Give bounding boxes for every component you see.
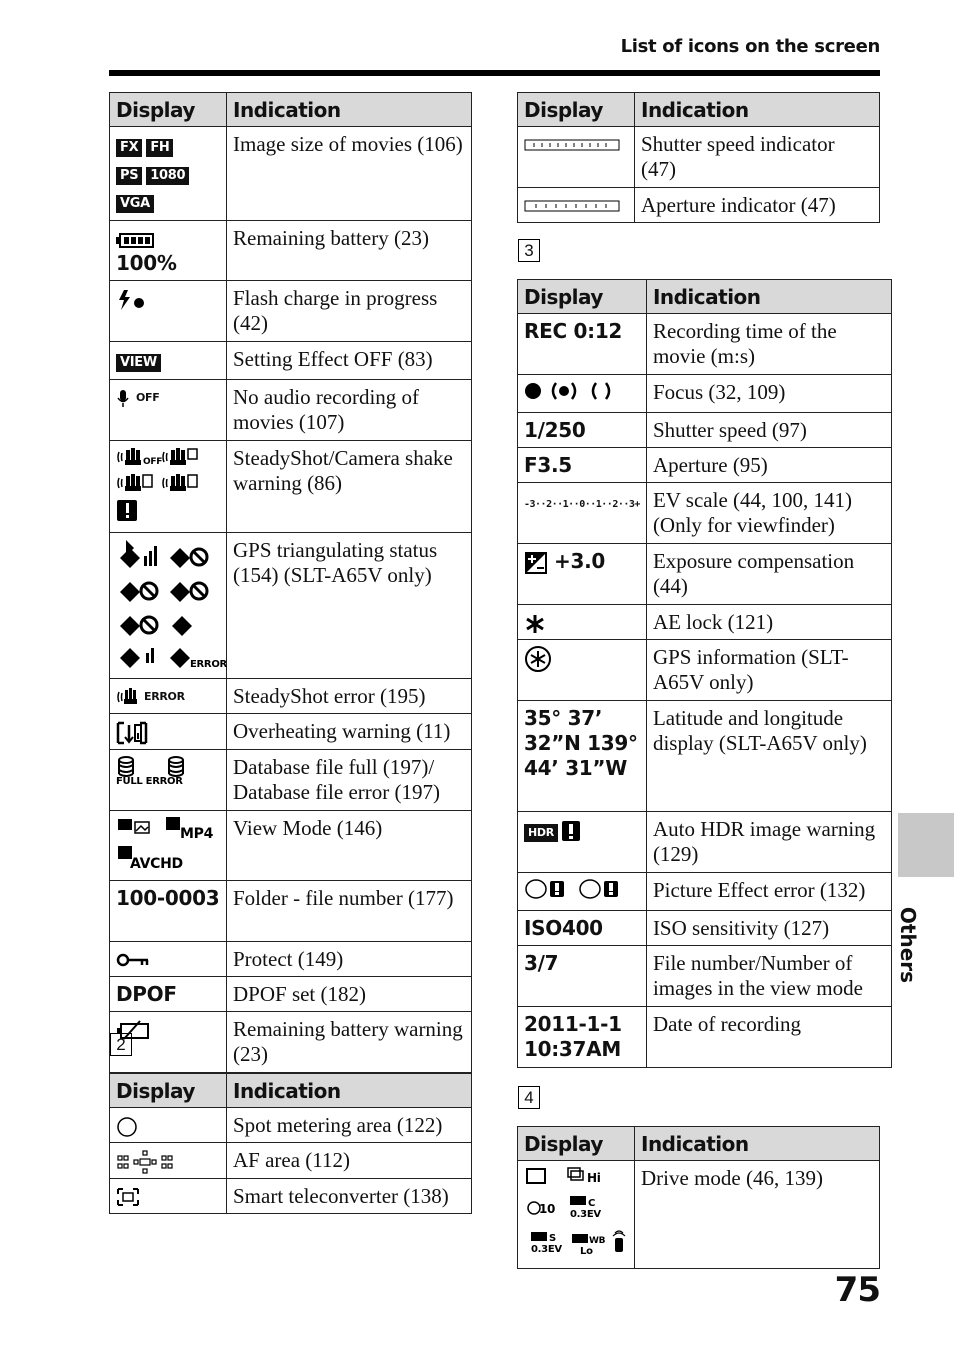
- svg-text:AVCHD: AVCHD: [130, 855, 183, 872]
- table-row: [110, 221, 472, 281]
- table-row: [110, 679, 472, 714]
- view-mode-icon: [116, 816, 220, 870]
- indication-text: Drive mode (46, 139): [635, 1161, 880, 1269]
- indication-text: Exposure compensation (44): [646, 544, 891, 605]
- gps-status-icon: [116, 538, 227, 670]
- table-row: [518, 701, 892, 812]
- icon-table-main: [109, 92, 472, 1073]
- svg-text:S: S: [549, 1233, 556, 1244]
- table-row: [518, 413, 892, 448]
- svg-text:10: 10: [539, 1202, 556, 1216]
- indication-text: Date of recording: [646, 1007, 891, 1068]
- table-row: [518, 812, 892, 873]
- indication-text: Protect (149): [227, 941, 472, 976]
- table-row: [110, 1011, 472, 1072]
- aperture-value: F3.5: [518, 448, 647, 483]
- mic-off-icon: [116, 389, 130, 409]
- col-header-display: Display: [110, 93, 227, 127]
- svg-text:WB: WB: [589, 1236, 606, 1246]
- mic-off-label: OFF: [136, 391, 160, 404]
- table-row: [110, 810, 472, 880]
- table-row: [518, 188, 880, 223]
- table-row: [110, 342, 472, 380]
- file-number-value: 3/7: [518, 946, 647, 1007]
- gps-info-icon: [524, 645, 552, 673]
- ps-icon: PS: [116, 167, 142, 185]
- steadyshot-icon: [116, 446, 208, 522]
- indication-text: GPS information (SLT-A65V only): [646, 640, 891, 701]
- table-row: [518, 946, 892, 1007]
- table-row: [110, 380, 472, 441]
- spot-metering-icon: [116, 1116, 138, 1138]
- col-header-indication: Indication: [635, 1127, 880, 1161]
- svg-text:C: C: [588, 1198, 596, 1209]
- table-row: [518, 544, 892, 605]
- section-marker-3: 3: [518, 239, 540, 262]
- indication-text: DPOF set (182): [227, 976, 472, 1011]
- indication-text: Setting Effect OFF (83): [227, 342, 472, 380]
- shutter-speed-value: 1/250: [518, 413, 647, 448]
- table-row: [110, 714, 472, 750]
- iso-value: ISO400: [518, 911, 647, 946]
- drive-mode-icon: [524, 1166, 628, 1258]
- indication-text: EV scale (44, 100, 141) (Only for viewfinder): [646, 483, 891, 544]
- indication-text: AF area (112): [227, 1143, 472, 1179]
- indication-text: Shutter speed (97): [646, 413, 891, 448]
- steadyshot-error-icon: [116, 687, 138, 709]
- col-header-display: Display: [518, 280, 647, 314]
- aperture-scale-icon: [524, 200, 620, 212]
- indication-text: View Mode (146): [227, 810, 472, 880]
- table-row: [110, 880, 472, 941]
- svg-text:MP4: MP4: [180, 825, 214, 842]
- table-row: [110, 1143, 472, 1179]
- icon-table-indicators: [517, 92, 880, 223]
- indication-text: SteadyShot error (195): [227, 679, 472, 714]
- ev-scale-icon: -3··2··1··0··1··2··3+: [524, 499, 640, 510]
- svg-text:Lo: Lo: [580, 1246, 593, 1257]
- table-row: [518, 448, 892, 483]
- battery-icon: [116, 231, 156, 249]
- table-row: [110, 281, 472, 342]
- table-row: [518, 1007, 892, 1068]
- table-row: [110, 941, 472, 976]
- table-row: [518, 314, 892, 375]
- movie-size-icons: [110, 127, 227, 221]
- table-row: [110, 976, 472, 1011]
- icon-table-section-2: [109, 1073, 472, 1214]
- picture-effect-error-icon: [524, 878, 624, 900]
- svg-text:0.3EV: 0.3EV: [531, 1244, 562, 1255]
- indication-text: File number/Number of images in the view mode: [646, 946, 891, 1007]
- indication-text: Aperture indicator (47): [635, 188, 880, 223]
- col-header-indication: Indication: [227, 1074, 472, 1108]
- section-marker-4: 4: [518, 1086, 540, 1109]
- indication-text: Remaining battery (23): [227, 221, 472, 281]
- table-row: [110, 749, 472, 810]
- indication-text: ISO sensitivity (127): [646, 911, 891, 946]
- indication-text: Database file full (197)/ Database file error (197): [227, 749, 472, 810]
- database-icon: [116, 755, 220, 785]
- table-row: [110, 1108, 472, 1143]
- flash-charge-icon: [116, 288, 148, 312]
- recording-date: 2011-1-1 10:37AM: [518, 1007, 647, 1068]
- indication-text: Aperture (95): [646, 448, 891, 483]
- shutter-scale-icon: [524, 139, 620, 151]
- col-header-display: Display: [518, 1127, 635, 1161]
- database-status-label: FULL ERROR: [116, 775, 183, 787]
- indication-text: AE lock (121): [646, 605, 891, 640]
- page-header-title: List of icons on the screen: [620, 36, 880, 57]
- indication-text: Spot metering area (122): [227, 1108, 472, 1143]
- col-header-indication: Indication: [646, 280, 891, 314]
- icon-table-section-4: [517, 1126, 880, 1269]
- header-rule: [109, 70, 880, 76]
- section-marker-2: 2: [110, 1033, 132, 1056]
- indication-text: Overheating warning (11): [227, 714, 472, 750]
- table-row: [518, 873, 892, 911]
- indication-text: No audio recording of movies (107): [227, 380, 472, 441]
- exposure-comp-icon: [524, 551, 548, 575]
- steadyshot-error-label: ERROR: [144, 690, 185, 703]
- indication-text: Folder - file number (177): [227, 880, 472, 941]
- fh-icon: FH: [146, 139, 173, 157]
- table-row: [110, 441, 472, 533]
- exposure-comp-value: +3.0: [554, 549, 605, 573]
- af-area-icon: [116, 1150, 174, 1174]
- svg-text:OFF: OFF: [143, 457, 163, 467]
- indication-text: Smart teleconverter (138): [227, 1178, 472, 1213]
- fx-icon: FX: [116, 139, 142, 157]
- svg-text:Hi: Hi: [587, 1171, 601, 1185]
- col-header-indication: Indication: [635, 93, 880, 127]
- table-row: [110, 533, 472, 679]
- indication-text: Auto HDR image warning (129): [646, 812, 891, 873]
- table-row: [518, 640, 892, 701]
- key-icon: [116, 952, 150, 968]
- warning-icon: [562, 821, 580, 841]
- indication-text: Picture Effect error (132): [646, 873, 891, 911]
- gps-error-label: ERROR: [190, 659, 227, 670]
- indication-text: Shutter speed indicator (47): [635, 127, 880, 188]
- table-row: [110, 1178, 472, 1213]
- indication-text: GPS triangulating status (154) (SLT-A65V only): [227, 533, 472, 679]
- svg-text:0.3EV: 0.3EV: [570, 1209, 601, 1220]
- table-row: [110, 127, 472, 221]
- table-row: [518, 483, 892, 544]
- recording-time: REC 0:12: [518, 314, 647, 375]
- indication-text: Image size of movies (106): [227, 127, 472, 221]
- indication-text: Flash charge in progress (42): [227, 281, 472, 342]
- 1080-icon: 1080: [146, 167, 189, 185]
- table-row: [518, 1161, 880, 1269]
- col-header-display: Display: [110, 1074, 227, 1108]
- vga-icon: VGA: [116, 195, 154, 213]
- hdr-icon: HDR: [524, 824, 558, 842]
- table-row: [518, 375, 892, 413]
- side-tab: [898, 813, 954, 877]
- view-icon: VIEW: [116, 354, 161, 372]
- latitude-longitude: 35° 37’ 32”N 139° 44’ 31”W: [518, 701, 647, 812]
- battery-percent: 100%: [116, 251, 177, 275]
- table-row: [518, 127, 880, 188]
- indication-text: Recording time of the movie (m:s): [646, 314, 891, 375]
- folder-file-number: 100-0003: [110, 880, 227, 941]
- smart-teleconverter-icon: [116, 1187, 140, 1207]
- focus-icon: [524, 380, 614, 402]
- indication-text: Remaining battery warning (23): [227, 1011, 472, 1072]
- indication-text: SteadyShot/Camera shake warning (86): [227, 441, 472, 533]
- ae-lock-icon: [524, 613, 546, 635]
- overheating-icon: [116, 721, 148, 745]
- page-number: 75: [834, 1270, 880, 1310]
- table-row: [518, 605, 892, 640]
- indication-text: Latitude and longitude display (SLT-A65V only): [646, 701, 891, 812]
- icon-table-section-3: [517, 279, 892, 1068]
- col-header-display: Display: [518, 93, 635, 127]
- indication-text: Focus (32, 109): [646, 375, 891, 413]
- dpof-label: DPOF: [110, 976, 227, 1011]
- col-header-indication: Indication: [227, 93, 472, 127]
- side-tab-label: Others: [896, 906, 920, 984]
- table-row: [518, 911, 892, 946]
